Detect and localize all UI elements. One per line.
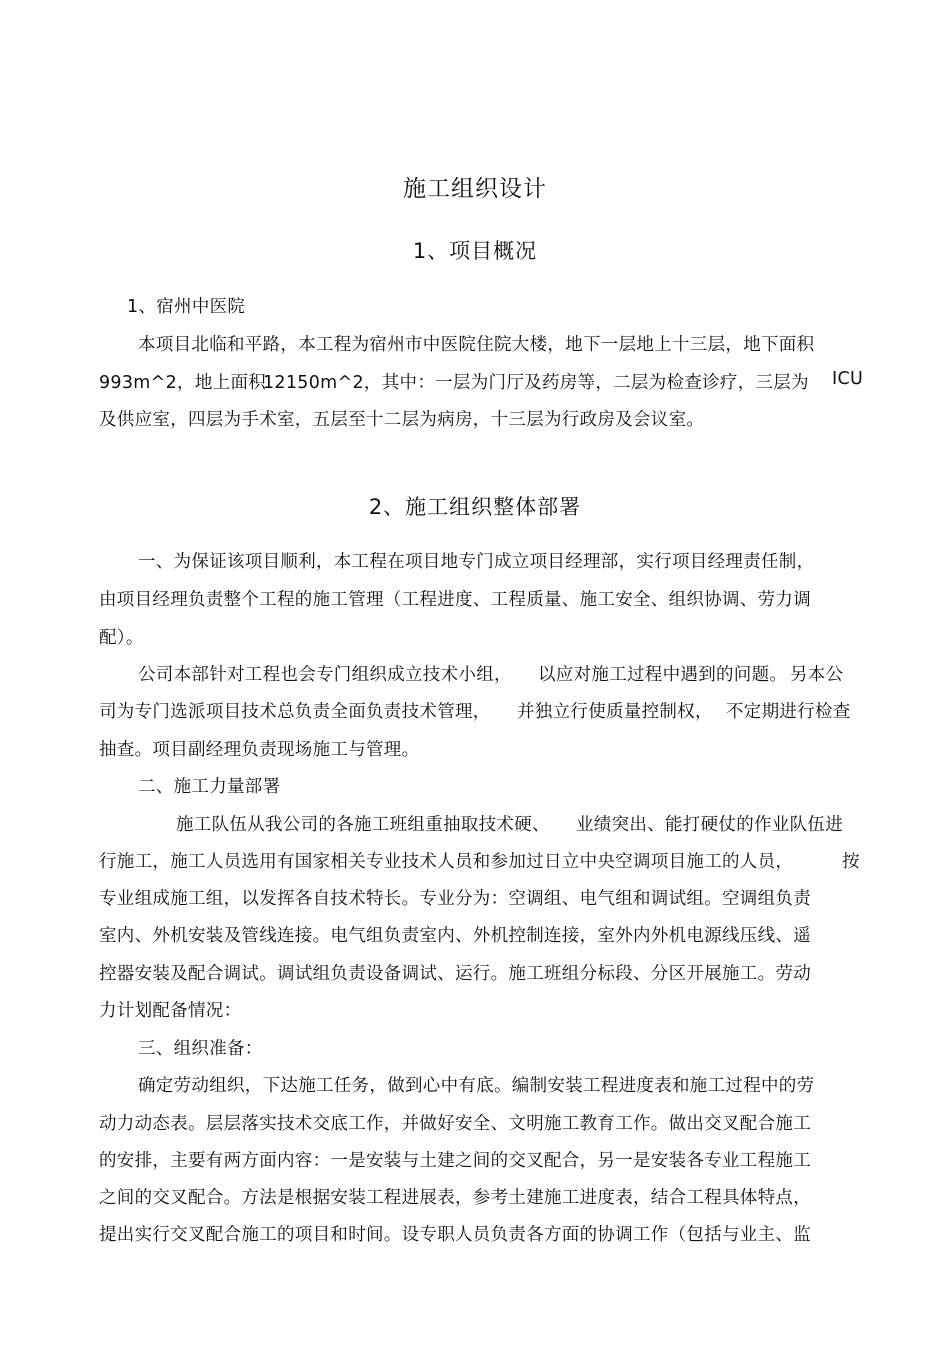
paragraph-line: 公司本部针对工程也会专门组织成立技术小组， <box>138 665 512 685</box>
section1-subheading: 1、宿州中医院 <box>127 297 246 317</box>
paragraph-line: 司为专门选派项目技术总负责全面负责技术管理， <box>99 702 491 722</box>
section1-heading: 1、项目概况 <box>412 239 538 263</box>
paragraph-line: 抽查。项目副经理负责现场施工与管理。 <box>99 740 420 760</box>
paragraph-line: 行施工，施工人员选用有国家相关专业技术人员和参加过日立中央空调项目施工的人员， <box>99 852 794 872</box>
paragraph-line: 及供应室，四层为手术室，五层至十二层为病房，十三层为行政房及会议室。 <box>99 410 705 430</box>
paragraph-line: 以应对施工过程中遇到的问题。 <box>538 665 788 685</box>
paragraph-line: 力计划配备情况： <box>99 1001 242 1021</box>
section2-heading: 2、施工组织整体部署 <box>368 495 582 519</box>
paragraph-line: 专业组成施工组，以发挥各自技术特长。专业分为：空调组、电气组和调试组。空调组负责 <box>99 889 811 909</box>
paragraph-line: 一、为保证该项目顺利，本工程在项目地专门成立项目经理部，实行项目经理责任制， <box>138 552 815 572</box>
paragraph-line: 动力动态表。层层落实技术交底工作，并做好安全、文明施工教育工作。做出交叉配合施工 <box>99 1114 811 1134</box>
paragraph-line: 配）。 <box>99 628 144 648</box>
paragraph-line: 本项目北临和平路，本工程为宿州市中医院住院大楼，地下一层地上十三层，地下面积 <box>138 335 815 355</box>
paragraph-line: 控器安装及配合调试。调试组负责设备调试、运行。施工班组分标段、分区开展施工。劳动 <box>99 964 811 984</box>
paragraph-line: 业绩突出、能打硬仗的作业队伍进 <box>576 815 843 835</box>
paragraph-line: 993m^2，地上面积 <box>99 373 267 393</box>
document-title: 施工组织设计 <box>403 176 547 202</box>
subsection-heading: 三、组织准备： <box>138 1039 263 1059</box>
paragraph-line: 室内、外机安装及管线连接。电气组负责室内、外机控制连接，室外内外机电源线压线、遥 <box>99 926 811 946</box>
paragraph-line: 并独立行使质量控制权， <box>517 702 713 722</box>
paragraph-line: 的安排，主要有两方面内容：一是安装与土建之间的交叉配合，另一是安装各专业工程施工 <box>99 1151 811 1171</box>
paragraph-line: 按 <box>842 852 860 872</box>
subsection-heading: 二、施工力量部署 <box>138 777 281 797</box>
paragraph-line: 不定期进行检查 <box>726 702 851 722</box>
paragraph-line: 提出实行交叉配合施工的项目和时间。设专职人员负责各方面的协调工作（包括与业主、监 <box>99 1225 811 1245</box>
paragraph-line: 确定劳动组织，下达施工任务，做到心中有底。编制安装工程进度表和施工过程中的劳 <box>138 1076 815 1096</box>
paragraph-line: 由项目经理负责整个工程的施工管理（工程进度、工程质量、施工安全、组织协调、劳力调 <box>99 590 811 610</box>
paragraph-line: 另本公 <box>790 665 844 685</box>
paragraph-line: 施工队伍从我公司的各施工班组重抽取技术硬、 <box>176 815 550 835</box>
paragraph-line: ICU <box>832 369 864 389</box>
paragraph-line: 之间的交叉配合。方法是根据安装工程进展表，参考土建施工进度表，结合工程具体特点， <box>99 1188 811 1208</box>
paragraph-line: 12150m^2，其中：一层为门厅及药房等，二层为检查诊疗，三层为 <box>263 373 809 393</box>
